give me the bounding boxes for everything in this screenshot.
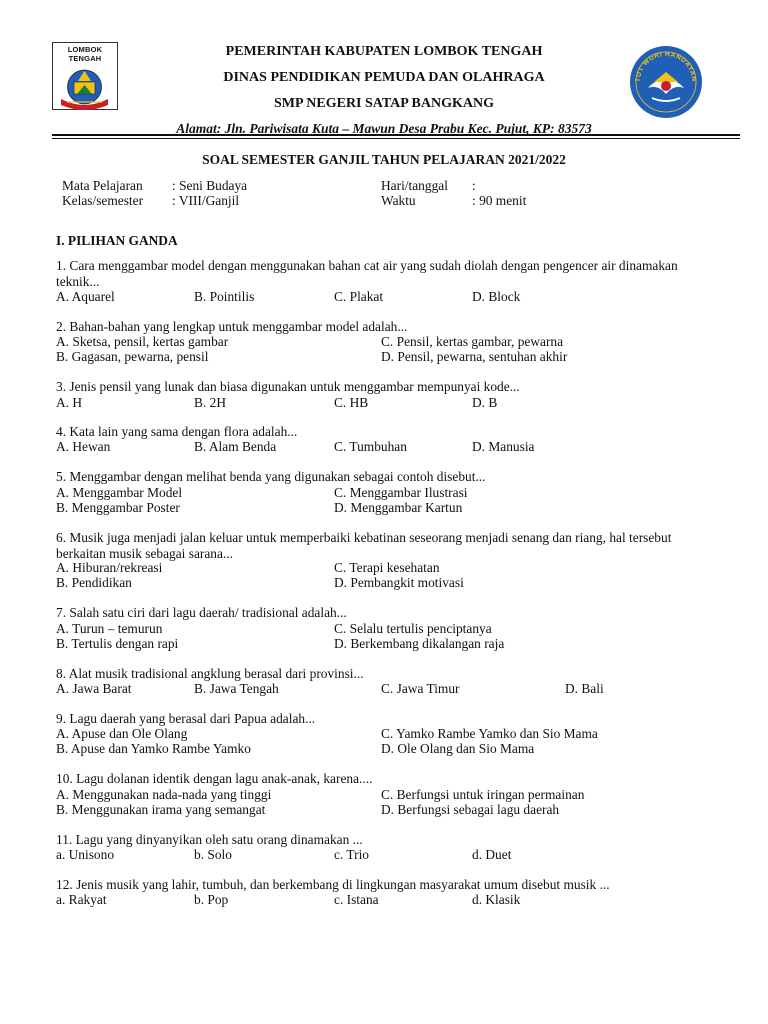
answer-option: A. Turun – temurun — [56, 621, 163, 636]
answer-option: C. Menggambar Ilustrasi — [334, 485, 468, 500]
header-line-department: DINAS PENDIDIKAN PEMUDA DAN OLAHRAGA — [223, 70, 545, 85]
question-text: 3. Jenis pensil yang lunak dan biasa digunakan untuk menggambar mempunyai kode... — [56, 379, 520, 394]
class-value: : VIII/Ganjil — [172, 193, 240, 208]
answer-option: D. Manusia — [472, 439, 535, 454]
question-text: 6. Musik juga menjadi jalan keluar untuk memperbaiki kebatinan seseorang menjadi senang dan riang, hal tersebut berkaitan musik sebagai sarana... — [56, 530, 672, 561]
answer-option: C. Berfungsi untuk iringan permainan — [381, 787, 585, 802]
answer-option: B. Gagasan, pewarna, pensil — [56, 349, 209, 364]
question-text: 7. Salah satu ciri dari lagu daerah/ tradisional adalah... — [56, 605, 347, 620]
question-text: 2. Bahan-bahan yang lengkap untuk menggambar model adalah... — [56, 319, 408, 334]
header-rule-thin — [52, 138, 740, 139]
answer-option: C. Jawa Timur — [381, 681, 460, 696]
answer-option: D. B — [472, 395, 498, 410]
answer-option: B. Alam Benda — [194, 439, 277, 454]
answer-option: D. Block — [472, 289, 521, 304]
answer-option: A. Aquarel — [56, 289, 115, 304]
answer-option: D. Ole Olang dan Sio Mama — [381, 741, 535, 756]
question-text: 5. Menggambar dengan melihat benda yang digunakan sebagai contoh disebut... — [56, 469, 486, 484]
answer-option: B. Tertulis dengan rapi — [56, 636, 179, 651]
answer-option: B. Pointilis — [194, 289, 255, 304]
class-label: Kelas/semester — [62, 193, 144, 208]
day-value: : — [472, 178, 476, 193]
answer-option: d. Duet — [472, 847, 512, 862]
answer-option: A. H — [56, 395, 83, 410]
subject-value: : Seni Budaya — [172, 178, 248, 193]
answer-option: A. Hewan — [56, 439, 111, 454]
question-text: 4. Kata lain yang sama dengan flora adalah... — [56, 424, 298, 439]
answer-option: A. Hiburan/rekreasi — [56, 560, 163, 575]
time-value: : 90 menit — [472, 193, 527, 208]
time-label: Waktu — [381, 193, 416, 208]
header-line-school: SMP NEGERI SATAP BANGKANG — [273, 96, 494, 111]
answer-option: B. Apuse dan Yamko Rambe Yamko — [56, 741, 251, 756]
answer-option: C. Terapi kesehatan — [334, 560, 440, 575]
answer-option: c. Trio — [334, 847, 369, 862]
answer-option: C. Plakat — [334, 289, 384, 304]
answer-option: B. Jawa Tengah — [194, 681, 279, 696]
question-text: 8. Alat musik tradisional angklung berasal dari provinsi... — [56, 666, 364, 681]
answer-option: A. Sketsa, pensil, kertas gambar — [56, 334, 229, 349]
question-text: 11. Lagu yang dinyanyikan oleh satu orang dinamakan ... — [56, 832, 363, 847]
answer-option: C. Yamko Rambe Yamko dan Sio Mama — [381, 726, 598, 741]
question-text: 12. Jenis musik yang lahir, tumbuh, dan berkembang di lingkungan masyarakat umum disebut musik ... — [56, 877, 610, 892]
question-text: 9. Lagu daerah yang berasal dari Papua adalah... — [56, 711, 316, 726]
answer-option: c. Istana — [334, 892, 379, 907]
answer-option: B. 2H — [194, 395, 226, 410]
answer-option: B. Menggunakan irama yang semangat — [56, 802, 266, 817]
answer-option: A. Menggunakan nada-nada yang tinggi — [56, 787, 272, 802]
answer-option: B. Pendidikan — [56, 575, 132, 590]
answer-option: D. Berkembang dikalangan raja — [334, 636, 505, 651]
answer-option: B. Menggambar Poster — [56, 500, 180, 515]
answer-option: D. Bali — [565, 681, 604, 696]
answer-option: A. Menggambar Model — [56, 485, 183, 500]
answer-option: b. Solo — [194, 847, 232, 862]
question-text: 1. Cara menggambar model dengan menggunakan bahan cat air yang sudah diolah dengan pengencer air dinamakan teknik... — [56, 258, 678, 289]
answer-option: D. Menggambar Kartun — [334, 500, 463, 515]
answer-option: C. Pensil, kertas gambar, pewarna — [381, 334, 564, 349]
answer-option: d. Klasik — [472, 892, 521, 907]
answer-option: a. Rakyat — [56, 892, 107, 907]
section-title: I. PILIHAN GANDA — [56, 233, 178, 248]
answer-option: C. Tumbuhan — [334, 439, 407, 454]
subject-label: Mata Pelajaran — [62, 178, 143, 193]
question-text: 10. Lagu dolanan identik dengan lagu anak-anak, karena.... — [56, 771, 373, 786]
answer-option: A. Jawa Barat — [56, 681, 132, 696]
answer-option: C. HB — [334, 395, 369, 410]
answer-option: D. Pensil, pewarna, sentuhan akhir — [381, 349, 568, 364]
header-rule-thick — [52, 134, 740, 136]
exam-title: SOAL SEMESTER GANJIL TAHUN PELAJARAN 2021/2022 — [202, 152, 566, 167]
school-address: Alamat: Jln. Pariwisata Kuta – Mawun Desa Prabu Kec. Pujut, KP: 83573 — [176, 121, 592, 136]
answer-option: D. Pembangkit motivasi — [334, 575, 464, 590]
answer-option: a. Unisono — [56, 847, 115, 862]
left-logo-text: LOMBOK TENGAH — [67, 45, 103, 63]
right-logo-text: TUT WURI HANDAYAN — [634, 50, 698, 83]
answer-option: b. Pop — [194, 892, 229, 907]
answer-option: C. Selalu tertulis penciptanya — [334, 621, 492, 636]
header-line-government: PEMERINTAH KABUPATEN LOMBOK TENGAH — [225, 44, 543, 59]
answer-option: D. Berfungsi sebagai lagu daerah — [381, 802, 560, 817]
day-label: Hari/tanggal — [381, 178, 448, 193]
answer-option: A. Apuse dan Ole Olang — [56, 726, 188, 741]
